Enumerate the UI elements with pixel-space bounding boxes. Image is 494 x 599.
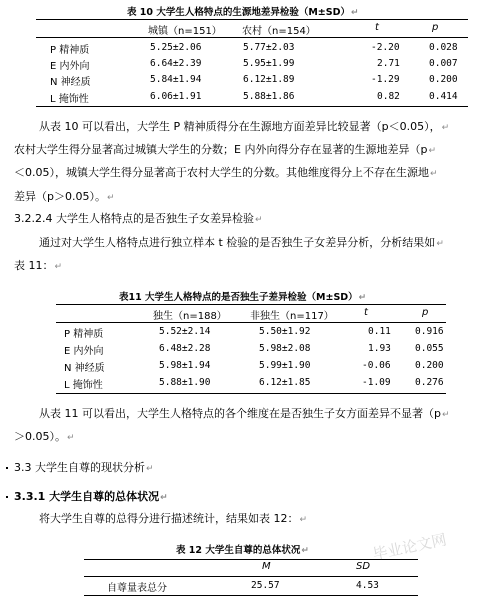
paragraph-mark-icon: ↵ [146, 464, 154, 474]
paragraph-mark-icon: ↵ [430, 169, 438, 179]
table10-cell: 5.88±1.86 [243, 91, 295, 102]
table10-header-col1: 城镇（n=151） [148, 26, 222, 37]
paragraph-line: 从表 11 可以看出，大学生人格特点的各个维度在是否独生子女方面差异不显著（p↵ [39, 407, 450, 420]
table11-cell: 1.93 [368, 343, 391, 354]
table10-cell: 6.06±1.91 [150, 91, 202, 102]
table11-cell: 5.50±1.92 [259, 326, 311, 337]
paragraph-line: 农村大学生得分显著高过城镇大学生的分数；E 内外向得分存在显著的生源地差异（p↵ [14, 143, 436, 156]
table11-header-col3: t [364, 307, 368, 318]
table10-cell: 5.77±2.03 [243, 42, 295, 53]
paragraph-mark-icon: ↵ [67, 433, 75, 443]
table11-cell: 0.11 [368, 326, 391, 337]
table10-cell: L 掩饰性 [50, 94, 89, 105]
table12-bottom-rule [84, 595, 418, 596]
table11-top-rule [56, 304, 446, 305]
paragraph-mark-icon: ↵ [428, 146, 436, 156]
paragraph-mark-icon: ↵ [160, 493, 168, 503]
paragraph-mark-icon: ↵ [441, 410, 450, 420]
table11-header-col1: 独生（n=188） [153, 311, 227, 322]
paragraph-line: 从表 10 可以看出，大学生 P 精神质得分在生源地方面差异比较显著（p＜0.05），↵ [39, 120, 450, 133]
paragraph-line: ＜0.05），城镇大学生得分显著高于农村大学生的分数。其他维度得分上不存在生源地↵ [14, 166, 438, 179]
table11-cell: 0.916 [415, 326, 444, 337]
table11-cell: 0.200 [415, 360, 444, 371]
table12-top-rule [84, 559, 418, 560]
table10-cell: E 内外向 [50, 61, 90, 72]
table11-cell: L 掩饰性 [64, 380, 103, 391]
table10-cell: 5.25±2.06 [150, 42, 202, 53]
table12-cell: 自尊量表总分 [107, 583, 167, 594]
table11-cell: E 内外向 [64, 346, 104, 357]
table10-cell: -1.29 [371, 74, 400, 85]
table10-bottom-rule [36, 106, 468, 107]
table10-top-rule [36, 19, 468, 20]
table11-cell: -0.06 [362, 360, 391, 371]
table12-header-col2: SD [356, 561, 371, 572]
table11-caption: 表11 大学生人格特点的是否独生子差异检验（M±SD）↵ [119, 292, 367, 303]
table11-cell: 5.98±1.94 [159, 360, 211, 371]
table11-cell: 5.99±1.90 [259, 360, 311, 371]
table10-header-col2: 农村（n=154） [242, 26, 316, 37]
table11-cell: 0.055 [415, 343, 444, 354]
table11-header-rule [56, 322, 446, 323]
paragraph-mark-icon: ↵ [54, 262, 63, 272]
watermark-text: 毕业论文网 [371, 530, 449, 564]
paragraph-mark-icon: ↵ [301, 546, 309, 556]
table10-cell: 0.007 [429, 58, 458, 69]
table10-cell: 2.71 [377, 58, 400, 69]
table11-cell: 5.52±2.14 [159, 326, 211, 337]
table11-cell: P 精神质 [64, 329, 104, 340]
table12-cell: 25.57 [251, 580, 280, 591]
table10-cell: P 精神质 [50, 45, 90, 56]
paragraph-line: ＞0.05）。↵ [14, 430, 75, 443]
paragraph-line: 通过对大学生人格特点进行独立样本 t 检验的是否独生子女差异分析，分析结果如↵ [39, 236, 444, 249]
table10-cell: 6.64±2.39 [150, 58, 202, 69]
heading-bullet-marker [6, 467, 8, 469]
table11-cell: -1.09 [362, 377, 391, 388]
table10-cell: N 神经质 [50, 77, 91, 88]
paragraph-line: 差异（p＞0.05）。↵ [14, 190, 115, 203]
table11-cell: 5.88±1.90 [159, 377, 211, 388]
paragraph-mark-icon: ↵ [436, 239, 444, 249]
paragraph-mark-icon: ↵ [358, 293, 367, 303]
table10-cell: -2.20 [371, 42, 400, 53]
table10-cell: 5.95±1.99 [243, 58, 295, 69]
table10-cell: 6.12±1.89 [243, 74, 295, 85]
table12-caption: 表 12 大学生自尊的总体状况↵ [176, 545, 309, 556]
table10-header-col3: t [375, 22, 379, 33]
table11-header-col2: 非独生（n=117） [250, 311, 334, 322]
table10-cell: 0.028 [429, 42, 458, 53]
section-heading-331: 3.3.1 大学生自尊的总体状况↵ [14, 490, 168, 503]
table11-cell: 6.48±2.28 [159, 343, 211, 354]
paragraph-line: 表 11：↵ [14, 259, 63, 272]
table10-header-rule [36, 37, 468, 38]
table10-cell: 5.84±1.94 [150, 74, 202, 85]
table11-cell: 5.98±2.08 [259, 343, 311, 354]
table11-header-col4: p [422, 307, 429, 318]
paragraph-mark-icon: ↵ [106, 193, 115, 203]
paragraph-mark-icon: ↵ [350, 8, 359, 18]
table10-header-col4: p [432, 22, 439, 33]
table11-bottom-rule [56, 393, 446, 394]
table10-cell: 0.200 [429, 74, 458, 85]
paragraph-mark-icon: ↵ [254, 215, 263, 225]
table11-cell: 0.276 [415, 377, 444, 388]
table10-cell: 0.82 [377, 91, 400, 102]
heading-bullet-marker [6, 496, 8, 498]
table10-cell: 0.414 [429, 91, 458, 102]
paragraph-mark-icon: ↵ [441, 123, 450, 133]
table12-header-rule [84, 576, 418, 577]
paragraph-mark-icon: ↵ [299, 515, 308, 525]
table11-cell: N 神经质 [64, 363, 105, 374]
table10-caption: 表 10 大学生人格特点的生源地差异检验（M±SD）↵ [127, 7, 359, 18]
table12-cell: 4.53 [356, 580, 379, 591]
table12-header-col1: M [262, 561, 271, 572]
paragraph-line: 将大学生自尊的总得分进行描述统计，结果如表 12：↵ [39, 512, 308, 525]
table11-cell: 6.12±1.85 [259, 377, 311, 388]
section-heading-3224: 3.2.2.4 大学生人格特点的是否独生子女差异检验↵ [14, 212, 263, 225]
section-heading-33: 3.3 大学生自尊的现状分析↵ [14, 461, 154, 474]
